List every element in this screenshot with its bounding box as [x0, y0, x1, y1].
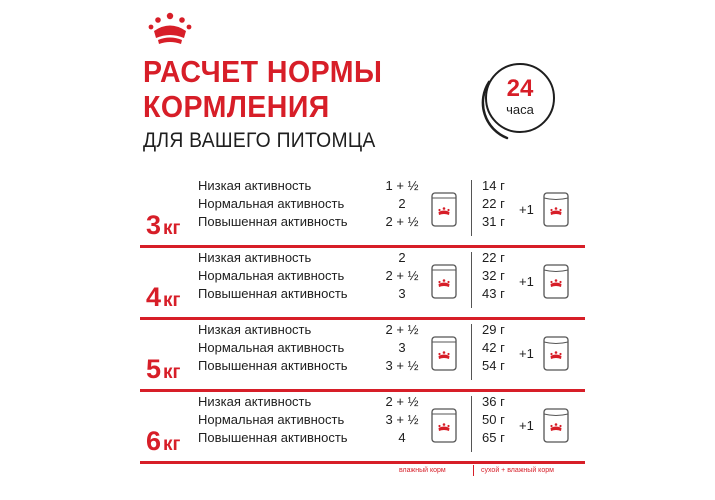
dry-wet-food-pack-icon — [542, 405, 570, 445]
wet-pouch-count: 4 — [398, 430, 406, 445]
section-divider — [140, 317, 585, 320]
feeding-section — [140, 321, 585, 387]
hours-badge — [485, 63, 555, 133]
activity-label: Повышенная активность — [198, 430, 348, 445]
dry-food-grams: 54 г — [482, 358, 505, 373]
dry-food-grams: 22 г — [482, 250, 505, 265]
wet-pouch-count: 3 + ½ — [385, 358, 419, 373]
activity-label: Низкая активность — [198, 178, 312, 193]
column-divider — [471, 252, 472, 308]
wet-pouch-count: 1 + ½ — [385, 178, 419, 193]
badge-number: 24 — [506, 75, 534, 102]
dry-wet-food-pack-icon — [542, 261, 570, 301]
weight-value: 5 — [146, 354, 162, 384]
feeding-section — [140, 249, 585, 315]
section-divider — [140, 461, 585, 464]
combo-plus-label: +1 — [519, 346, 534, 361]
wet-pouch-count: 2 + ½ — [385, 394, 419, 409]
weight-unit: кг — [163, 362, 181, 383]
page-title — [143, 54, 382, 124]
wet-pouch-count: 2 + ½ — [385, 268, 419, 283]
section-divider — [140, 245, 585, 248]
activity-label: Низкая активность — [198, 322, 312, 337]
wet-pouch-count: 2 — [398, 196, 406, 211]
wet-food-pouch-icon — [430, 189, 458, 229]
dry-food-grams: 31 г — [482, 214, 505, 229]
table-row — [140, 393, 585, 411]
activity-label: Повышенная активность — [198, 286, 348, 301]
dry-food-grams: 43 г — [482, 286, 505, 301]
dry-food-grams: 32 г — [482, 268, 505, 283]
feeding-section — [140, 177, 585, 243]
weight-value: 4 — [146, 282, 162, 312]
dry-food-grams: 65 г — [482, 430, 505, 445]
table-row — [140, 177, 585, 195]
wet-food-pouch-icon — [430, 405, 458, 445]
combo-plus-label: +1 — [519, 274, 534, 289]
activity-label: Нормальная активность — [198, 268, 345, 283]
title-line-1: РАСЧЕТ НОРМЫ — [143, 54, 383, 89]
weight-unit: кг — [163, 290, 181, 311]
combo-plus-label: +1 — [519, 202, 534, 217]
activity-label: Нормальная активность — [198, 340, 345, 355]
weight-value: 6 — [146, 426, 162, 456]
badge-unit: часа — [506, 102, 534, 117]
weight-value: 3 — [146, 210, 162, 240]
wet-food-pouch-icon — [430, 261, 458, 301]
wet-pouch-count: 2 + ½ — [385, 322, 419, 337]
dry-food-grams: 50 г — [482, 412, 505, 427]
weight-unit: кг — [163, 434, 181, 455]
legend-divider — [473, 465, 474, 476]
activity-label: Низкая активность — [198, 250, 312, 265]
title-line-2: КОРМЛЕНИЯ — [143, 89, 330, 124]
legend-wet: влажный корм — [399, 467, 446, 474]
column-divider — [471, 180, 472, 236]
dry-wet-food-pack-icon — [542, 333, 570, 373]
activity-label: Повышенная активность — [198, 358, 348, 373]
dry-food-grams: 29 г — [482, 322, 505, 337]
dry-food-grams: 22 г — [482, 196, 505, 211]
dry-food-grams: 14 г — [482, 178, 505, 193]
table-row — [140, 321, 585, 339]
dry-food-grams: 36 г — [482, 394, 505, 409]
activity-label: Нормальная активность — [198, 412, 345, 427]
wet-pouch-count: 3 + ½ — [385, 412, 419, 427]
wet-pouch-count: 2 — [398, 250, 406, 265]
wet-pouch-count: 3 — [398, 286, 406, 301]
column-divider — [471, 324, 472, 380]
crown-icon — [148, 12, 192, 46]
activity-label: Нормальная активность — [198, 196, 345, 211]
wet-pouch-count: 2 + ½ — [385, 214, 419, 229]
column-divider — [471, 396, 472, 452]
combo-plus-label: +1 — [519, 418, 534, 433]
legend-combo: сухой + влажный корм — [481, 467, 554, 474]
page-subtitle: ДЛЯ ВАШЕГО ПИТОМЦА — [143, 129, 376, 152]
activity-label: Повышенная активность — [198, 214, 348, 229]
wet-pouch-count: 3 — [398, 340, 406, 355]
activity-label: Низкая активность — [198, 394, 312, 409]
section-divider — [140, 389, 585, 392]
feeding-section — [140, 393, 585, 459]
dry-food-grams: 42 г — [482, 340, 505, 355]
table-row — [140, 249, 585, 267]
weight-unit: кг — [163, 218, 181, 239]
dry-wet-food-pack-icon — [542, 189, 570, 229]
wet-food-pouch-icon — [430, 333, 458, 373]
